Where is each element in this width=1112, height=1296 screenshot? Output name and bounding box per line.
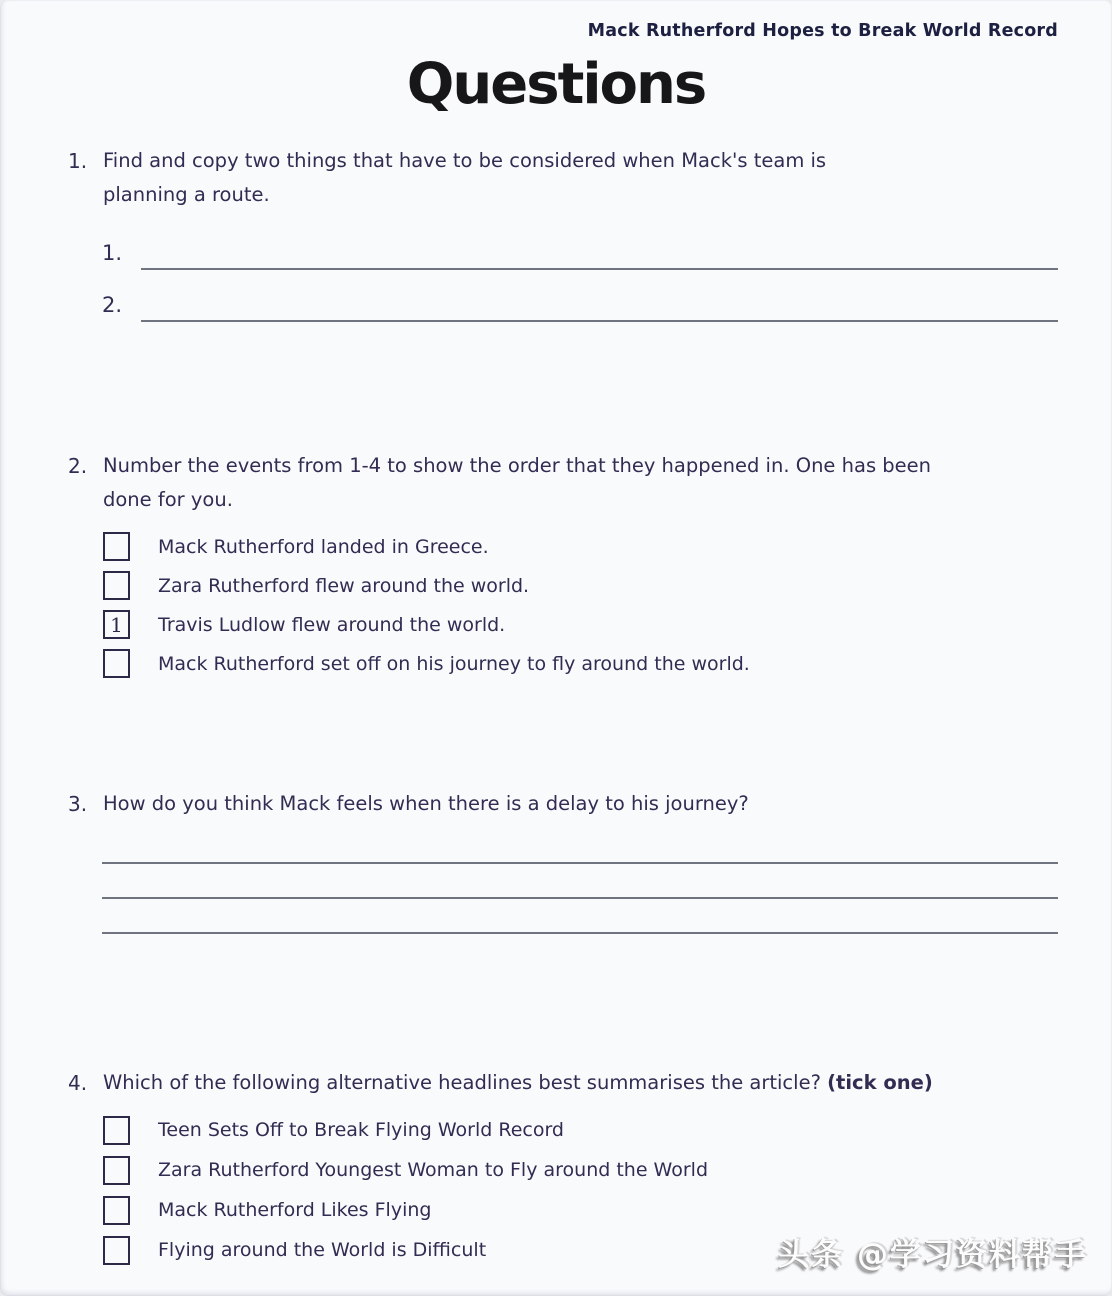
question-number: 4. <box>68 1071 88 1095</box>
order-checkbox[interactable] <box>103 532 130 561</box>
answer-row-1 <box>102 240 1058 270</box>
headline-label: Flying around the World is Difficult <box>158 1239 487 1261</box>
answer-write-line[interactable] <box>102 829 1058 864</box>
question-3-answer-lines <box>102 829 1058 934</box>
event-label: Mack Rutherford landed in Greece. <box>158 535 489 558</box>
question-number: 2. <box>68 454 88 478</box>
question-2 <box>68 449 931 517</box>
list-item <box>103 1110 708 1150</box>
order-checkbox[interactable] <box>103 649 130 678</box>
question-4-headline-list <box>103 1110 708 1270</box>
tick-one-instruction: (tick one) <box>827 1071 933 1094</box>
list-item <box>103 644 750 683</box>
question-number: 1. <box>68 149 88 173</box>
answer-write-line[interactable] <box>102 899 1058 934</box>
watermark: 头条 @学习资料帮手 <box>778 1237 1088 1273</box>
tick-checkbox[interactable] <box>103 1156 130 1185</box>
answer-number: 2. <box>102 293 123 317</box>
list-item <box>103 1230 708 1270</box>
question-text <box>103 1066 933 1100</box>
answer-write-line[interactable] <box>141 238 1058 270</box>
question-1 <box>68 144 826 212</box>
question-number: 3. <box>68 792 88 816</box>
tick-checkbox[interactable] <box>103 1236 130 1265</box>
list-item <box>103 566 750 605</box>
question-text-line: done for you. <box>103 488 233 511</box>
tick-checkbox[interactable] <box>103 1116 130 1145</box>
list-item <box>103 605 750 644</box>
order-checkbox[interactable]: 1 <box>103 610 130 639</box>
event-label: Zara Rutherford flew around the world. <box>158 574 530 597</box>
question-3 <box>68 787 749 821</box>
event-label: Mack Rutherford set off on his journey to fly around the world. <box>158 652 750 675</box>
list-item <box>103 1150 708 1190</box>
order-checkbox[interactable] <box>103 571 130 600</box>
answer-write-line[interactable] <box>102 864 1058 899</box>
list-item <box>103 527 750 566</box>
headline-label: Zara Rutherford Youngest Woman to Fly around the World <box>158 1159 709 1181</box>
question-text-line: Number the events from 1-4 to show the order that they happened in. One has been <box>103 454 932 477</box>
answer-write-line[interactable] <box>141 290 1058 322</box>
question-text-main: Which of the following alternative headlines best summarises the article? <box>103 1071 821 1094</box>
question-text: How do you think Mack feels when there is a delay to his journey? <box>103 792 749 815</box>
question-4 <box>68 1066 933 1100</box>
question-2-event-list <box>103 527 750 683</box>
tick-checkbox[interactable] <box>103 1196 130 1225</box>
question-text <box>103 449 931 517</box>
list-item <box>103 1190 708 1230</box>
question-text <box>103 144 826 212</box>
headline-label: Teen Sets Off to Break Flying World Record <box>158 1119 564 1141</box>
question-text-line: Find and copy two things that have to be considered when Mack's team is <box>103 149 827 172</box>
answer-row-2 <box>102 292 1058 322</box>
event-label: Travis Ludlow flew around the world. <box>158 613 506 636</box>
answer-number: 1. <box>102 241 123 265</box>
page-title: Questions <box>406 52 706 117</box>
question-text-line: planning a route. <box>103 183 270 206</box>
headline-label: Mack Rutherford Likes Flying <box>158 1199 432 1221</box>
document-header: Mack Rutherford Hopes to Break World Record <box>587 21 1058 41</box>
